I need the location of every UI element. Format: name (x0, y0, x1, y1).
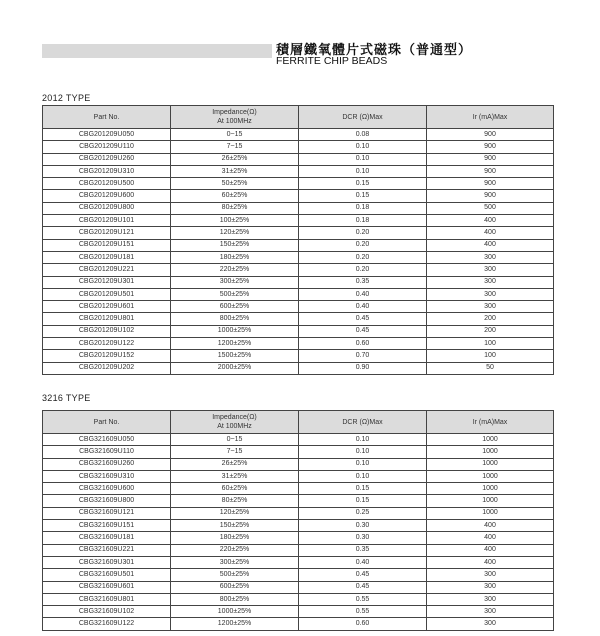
part-no-cell: CBG201209U801 (43, 313, 171, 325)
dcr-cell: 0.15 (299, 178, 427, 190)
table-row (43, 178, 554, 190)
impedance-header-line1: Impedance(Ω) (212, 109, 257, 116)
table-row (43, 495, 554, 507)
ir-cell: 300 (427, 301, 554, 313)
impedance-cell: 50±25% (171, 178, 299, 190)
dcr-cell: 0.55 (299, 593, 427, 605)
table-row (43, 165, 554, 177)
impedance-cell: 31±25% (171, 470, 299, 482)
table-row (43, 141, 554, 153)
dcr-cell: 0.60 (299, 338, 427, 350)
impedance-cell: 60±25% (171, 190, 299, 202)
dcr-cell: 0.45 (299, 569, 427, 581)
table-row (43, 581, 554, 593)
part-no-cell: CBG201209U121 (43, 227, 171, 239)
table-row (43, 544, 554, 556)
table-row (43, 251, 554, 263)
ir-cell: 100 (427, 338, 554, 350)
impedance-cell: 150±25% (171, 239, 299, 251)
dcr-cell: 0.10 (299, 153, 427, 165)
table-row (43, 606, 554, 618)
impedance-header-line2: At 100MHz (217, 118, 252, 125)
table-row (43, 129, 554, 141)
dcr-cell: 0.20 (299, 239, 427, 251)
dcr-cell: 0.35 (299, 276, 427, 288)
table-row (43, 215, 554, 227)
table-row (43, 520, 554, 532)
spec-table-2012 (42, 105, 554, 375)
ir-cell: 300 (427, 276, 554, 288)
part-no-cell: CBG201209U500 (43, 178, 171, 190)
ir-cell: 900 (427, 190, 554, 202)
table-row (43, 470, 554, 482)
impedance-cell: 600±25% (171, 581, 299, 593)
part-no-cell: CBG201209U601 (43, 301, 171, 313)
col-header-part-no: Part No. (43, 411, 171, 434)
part-no-cell: CBG201209U101 (43, 215, 171, 227)
ir-cell: 500 (427, 202, 554, 214)
col-header-ir: Ir (mA)Max (427, 106, 554, 129)
impedance-cell: 300±25% (171, 276, 299, 288)
part-no-cell: CBG321609U601 (43, 581, 171, 593)
impedance-cell: 80±25% (171, 495, 299, 507)
part-no-cell: CBG321609U801 (43, 593, 171, 605)
impedance-cell: 500±25% (171, 288, 299, 300)
ir-cell: 400 (427, 239, 554, 251)
dcr-cell: 0.15 (299, 495, 427, 507)
ir-cell: 400 (427, 532, 554, 544)
ir-cell: 300 (427, 581, 554, 593)
part-no-cell: CBG321609U151 (43, 520, 171, 532)
dcr-cell: 0.18 (299, 202, 427, 214)
part-no-cell: CBG201209U260 (43, 153, 171, 165)
page-title-en: FERRITE CHIP BEADS (276, 55, 388, 67)
part-no-cell: CBG201209U301 (43, 276, 171, 288)
dcr-cell: 0.10 (299, 446, 427, 458)
part-no-cell: CBG201209U151 (43, 239, 171, 251)
impedance-cell: 80±25% (171, 202, 299, 214)
table-row (43, 227, 554, 239)
dcr-cell: 0.20 (299, 264, 427, 276)
table-row (43, 434, 554, 446)
part-no-cell: CBG321609U221 (43, 544, 171, 556)
dcr-cell: 0.40 (299, 556, 427, 568)
dcr-cell: 0.15 (299, 483, 427, 495)
ir-cell: 300 (427, 251, 554, 263)
table-row (43, 532, 554, 544)
ir-cell: 400 (427, 227, 554, 239)
part-no-cell: CBG321609U102 (43, 606, 171, 618)
page-title-cn: 積層鐵氧體片式磁珠（普通型） (276, 43, 473, 58)
table-row (43, 264, 554, 276)
table-row (43, 446, 554, 458)
ir-cell: 1000 (427, 507, 554, 519)
part-no-cell: CBG321609U110 (43, 446, 171, 458)
table-row (43, 458, 554, 470)
ir-cell: 900 (427, 165, 554, 177)
impedance-header-line2: At 100MHz (217, 423, 252, 430)
ir-cell: 200 (427, 313, 554, 325)
dcr-cell: 0.40 (299, 301, 427, 313)
table-header-row (43, 411, 554, 434)
part-no-cell: CBG201209U181 (43, 251, 171, 263)
dcr-cell: 0.10 (299, 165, 427, 177)
impedance-cell: 1000±25% (171, 606, 299, 618)
impedance-cell: 1500±25% (171, 350, 299, 362)
part-no-cell: CBG201209U310 (43, 165, 171, 177)
dcr-cell: 0.90 (299, 362, 427, 374)
dcr-cell: 0.18 (299, 215, 427, 227)
part-no-cell: CBG321609U501 (43, 569, 171, 581)
impedance-cell: 120±25% (171, 507, 299, 519)
impedance-cell: 180±25% (171, 532, 299, 544)
part-no-cell: CBG201209U501 (43, 288, 171, 300)
part-no-cell: CBG201209U152 (43, 350, 171, 362)
table-row (43, 593, 554, 605)
part-no-cell: CBG201209U202 (43, 362, 171, 374)
ir-cell: 1000 (427, 470, 554, 482)
part-no-cell: CBG321609U121 (43, 507, 171, 519)
ir-cell: 900 (427, 178, 554, 190)
spec-table-3216 (42, 410, 554, 631)
table-row (43, 362, 554, 374)
part-no-cell: CBG321609U181 (43, 532, 171, 544)
impedance-cell: 1000±25% (171, 325, 299, 337)
ir-cell: 400 (427, 215, 554, 227)
impedance-cell: 26±25% (171, 153, 299, 165)
dcr-cell: 0.45 (299, 325, 427, 337)
ir-cell: 300 (427, 569, 554, 581)
ir-cell: 50 (427, 362, 554, 374)
table-row (43, 153, 554, 165)
impedance-header-line1: Impedance(Ω) (212, 414, 257, 421)
table-row (43, 190, 554, 202)
table-row (43, 556, 554, 568)
table-row (43, 301, 554, 313)
col-header-impedance (171, 411, 299, 434)
table-row (43, 350, 554, 362)
part-no-cell: CBG321609U260 (43, 458, 171, 470)
impedance-cell: 220±25% (171, 544, 299, 556)
ir-cell: 300 (427, 264, 554, 276)
section-label-2012: 2012 TYPE (42, 93, 91, 103)
impedance-cell: 800±25% (171, 593, 299, 605)
part-no-cell: CBG201209U800 (43, 202, 171, 214)
col-header-ir: Ir (mA)Max (427, 411, 554, 434)
impedance-cell: 800±25% (171, 313, 299, 325)
table-row (43, 483, 554, 495)
impedance-cell: 60±25% (171, 483, 299, 495)
part-no-cell: CBG201209U122 (43, 338, 171, 350)
part-no-cell: CBG321609U122 (43, 618, 171, 630)
dcr-cell: 0.45 (299, 313, 427, 325)
impedance-cell: 150±25% (171, 520, 299, 532)
ir-cell: 900 (427, 153, 554, 165)
impedance-cell: 220±25% (171, 264, 299, 276)
col-header-dcr: DCR (Ω)Max (299, 411, 427, 434)
table-row (43, 507, 554, 519)
col-header-dcr: DCR (Ω)Max (299, 106, 427, 129)
ir-cell: 300 (427, 593, 554, 605)
ir-cell: 200 (427, 325, 554, 337)
part-no-cell: CBG321609U800 (43, 495, 171, 507)
impedance-cell: 500±25% (171, 569, 299, 581)
table-header-row (43, 106, 554, 129)
dcr-cell: 0.15 (299, 190, 427, 202)
ir-cell: 900 (427, 141, 554, 153)
ir-cell: 1000 (427, 446, 554, 458)
dcr-cell: 0.20 (299, 251, 427, 263)
table-row (43, 276, 554, 288)
impedance-cell: 600±25% (171, 301, 299, 313)
table-row (43, 618, 554, 630)
dcr-cell: 0.10 (299, 458, 427, 470)
table-row (43, 325, 554, 337)
ir-cell: 1000 (427, 458, 554, 470)
col-header-part-no: Part No. (43, 106, 171, 129)
ir-cell: 300 (427, 618, 554, 630)
table-row (43, 202, 554, 214)
impedance-cell: 7~15 (171, 141, 299, 153)
table-row (43, 239, 554, 251)
table-row (43, 313, 554, 325)
dcr-cell: 0.10 (299, 434, 427, 446)
part-no-cell: CBG201209U102 (43, 325, 171, 337)
dcr-cell: 0.10 (299, 470, 427, 482)
dcr-cell: 0.10 (299, 141, 427, 153)
impedance-cell: 1200±25% (171, 618, 299, 630)
part-no-cell: CBG201209U221 (43, 264, 171, 276)
ir-cell: 400 (427, 544, 554, 556)
impedance-cell: 1200±25% (171, 338, 299, 350)
ir-cell: 1000 (427, 434, 554, 446)
impedance-cell: 7~15 (171, 446, 299, 458)
dcr-cell: 0.70 (299, 350, 427, 362)
ir-cell: 300 (427, 288, 554, 300)
dcr-cell: 0.55 (299, 606, 427, 618)
table-row (43, 338, 554, 350)
col-header-impedance (171, 106, 299, 129)
dcr-cell: 0.25 (299, 507, 427, 519)
ir-cell: 400 (427, 556, 554, 568)
dcr-cell: 0.08 (299, 129, 427, 141)
dcr-cell: 0.35 (299, 544, 427, 556)
ir-cell: 1000 (427, 495, 554, 507)
dcr-cell: 0.30 (299, 520, 427, 532)
part-no-cell: CBG201209U600 (43, 190, 171, 202)
impedance-cell: 26±25% (171, 458, 299, 470)
table-row (43, 288, 554, 300)
impedance-cell: 0~15 (171, 129, 299, 141)
dcr-cell: 0.45 (299, 581, 427, 593)
impedance-cell: 300±25% (171, 556, 299, 568)
ir-cell: 900 (427, 129, 554, 141)
impedance-cell: 31±25% (171, 165, 299, 177)
part-no-cell: CBG321609U301 (43, 556, 171, 568)
impedance-cell: 180±25% (171, 251, 299, 263)
part-no-cell: CBG321609U050 (43, 434, 171, 446)
ir-cell: 400 (427, 520, 554, 532)
part-no-cell: CBG201209U050 (43, 129, 171, 141)
dcr-cell: 0.60 (299, 618, 427, 630)
part-no-cell: CBG201209U110 (43, 141, 171, 153)
dcr-cell: 0.40 (299, 288, 427, 300)
section-label-3216: 3216 TYPE (42, 393, 91, 403)
impedance-cell: 2000±25% (171, 362, 299, 374)
dcr-cell: 0.30 (299, 532, 427, 544)
part-no-cell: CBG321609U310 (43, 470, 171, 482)
part-no-cell: CBG321609U600 (43, 483, 171, 495)
impedance-cell: 100±25% (171, 215, 299, 227)
header-decor-bar (42, 44, 272, 58)
impedance-cell: 0~15 (171, 434, 299, 446)
ir-cell: 300 (427, 606, 554, 618)
impedance-cell: 120±25% (171, 227, 299, 239)
dcr-cell: 0.20 (299, 227, 427, 239)
ir-cell: 100 (427, 350, 554, 362)
ir-cell: 1000 (427, 483, 554, 495)
table-row (43, 569, 554, 581)
